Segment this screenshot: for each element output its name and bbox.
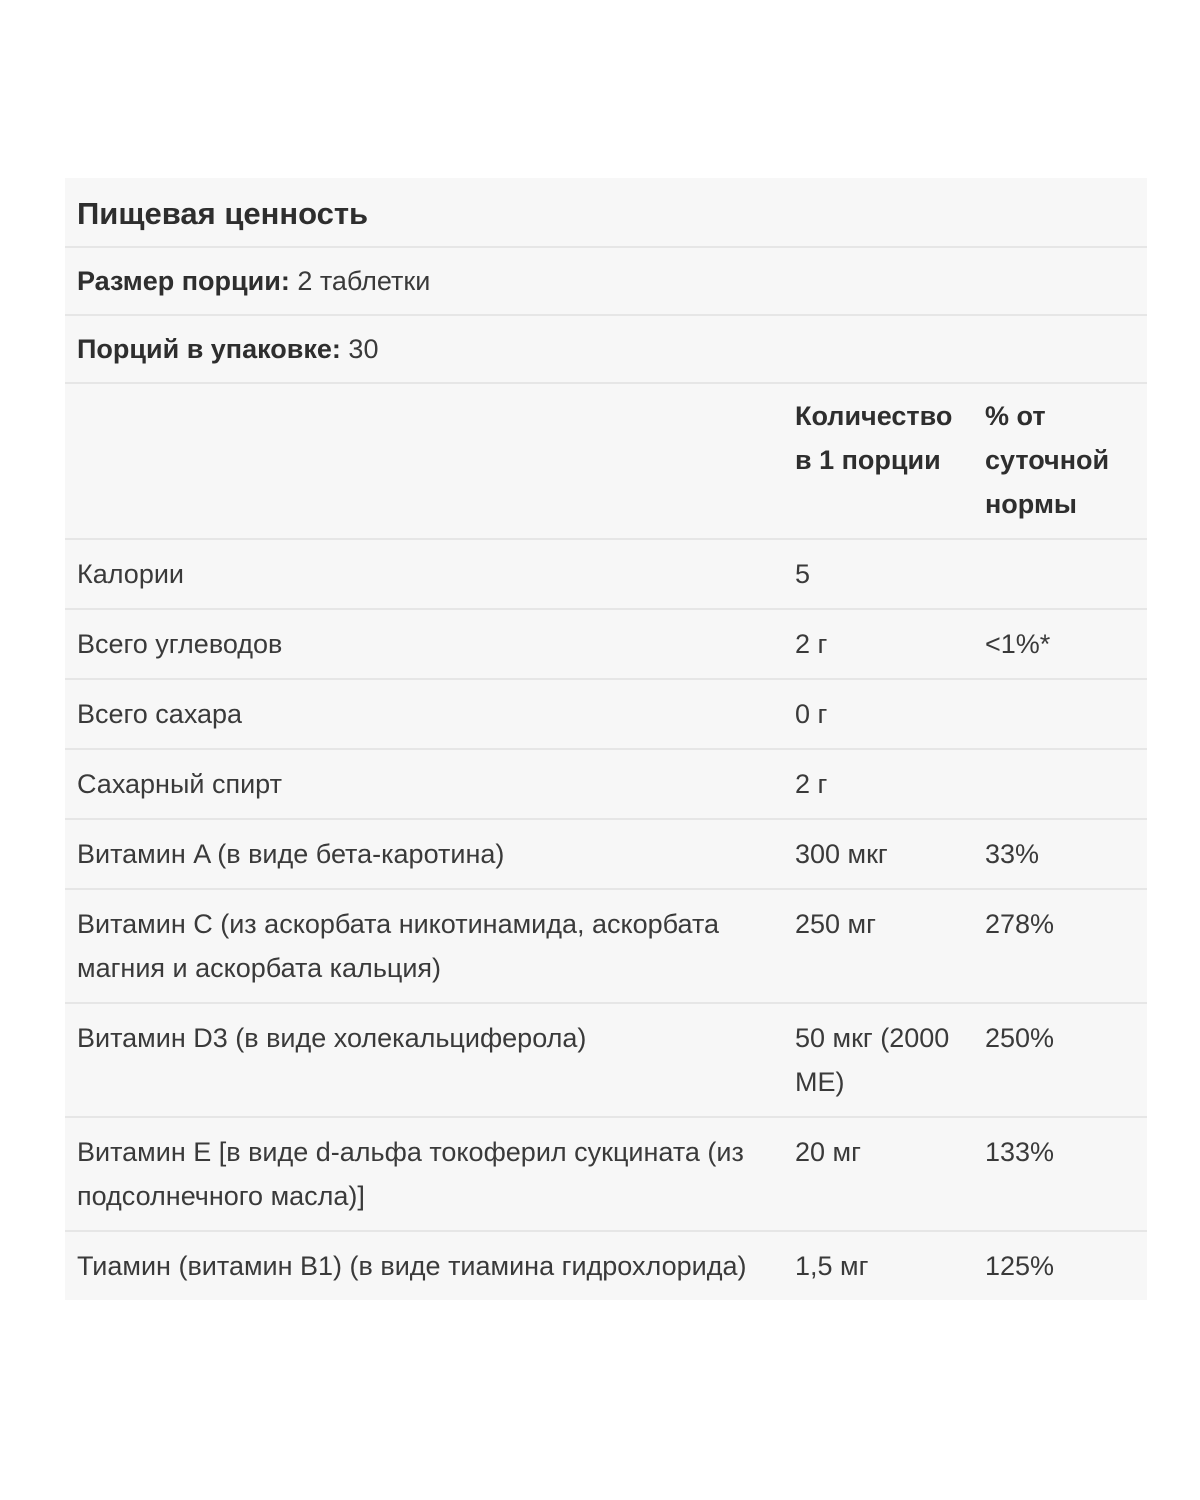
- table-row: [65, 1118, 1147, 1232]
- nutrient-daily-value: 33%: [985, 839, 1040, 869]
- nutrient-amount: 20 мг: [795, 1137, 861, 1167]
- table-row: [65, 1004, 1147, 1118]
- nutrient-daily-value: 278%: [985, 909, 1055, 939]
- table-row: [65, 1232, 1147, 1300]
- nutrient-amount: 1,5 мг: [795, 1251, 869, 1281]
- table-row: [65, 820, 1147, 890]
- nutrient-daily-value: <1%*: [985, 629, 1051, 659]
- nutrient-amount: 5: [795, 559, 811, 589]
- servings-per-container-label: Порций в упаковке:: [77, 334, 341, 364]
- nutrient-amount: 2 г: [795, 769, 828, 799]
- table-row: [65, 890, 1147, 1004]
- nutrient-name: Витамин C (из аскорбата никотинамида, аскорбата магния и аскорбата кальция): [77, 909, 720, 983]
- nutrient-daily-value: 250%: [985, 1023, 1055, 1053]
- table-row: [65, 610, 1147, 680]
- serving-size-label: Размер порции:: [77, 266, 290, 296]
- nutrient-name: Сахарный спирт: [77, 769, 282, 799]
- header-daily-value: % от суточной нормы: [985, 401, 1110, 519]
- nutrient-name: Витамин A (в виде бета-каротина): [77, 839, 505, 869]
- nutrient-name: Тиамин (витамин B1) (в виде тиамина гидрохлорида): [77, 1251, 747, 1281]
- nutrient-name: Всего углеводов: [77, 629, 283, 659]
- nutrient-daily-value: 125%: [985, 1251, 1055, 1281]
- nutrient-daily-value: 133%: [985, 1137, 1055, 1167]
- table-row: [65, 750, 1147, 820]
- nutrient-name: Калории: [77, 559, 184, 589]
- table-row: [65, 540, 1147, 610]
- serving-size-value: 2 таблетки: [297, 266, 431, 296]
- table-header-row: [65, 384, 1147, 540]
- table-row: [65, 680, 1147, 750]
- nutrient-amount: 2 г: [795, 629, 828, 659]
- nutrition-facts-table: [65, 178, 1147, 1300]
- header-amount-per-serving: Количество в 1 порции: [795, 401, 953, 475]
- nutrient-amount: 250 мг: [795, 909, 876, 939]
- nutrient-daily-value: [985, 552, 1147, 596]
- nutrient-name: Витамин E [в виде d-альфа токоферил сукцината (из подсолнечного масла)]: [77, 1137, 744, 1211]
- table-title: Пищевая ценность: [77, 196, 369, 231]
- table-title-row: [65, 178, 1147, 248]
- nutrient-daily-value: [985, 762, 1147, 806]
- serving-size-row: [65, 248, 1147, 316]
- nutrient-daily-value: [985, 692, 1147, 736]
- nutrient-name: Всего сахара: [77, 699, 243, 729]
- nutrient-amount: 300 мкг: [795, 839, 888, 869]
- servings-per-container-row: [65, 316, 1147, 384]
- nutrient-amount: 50 мкг (2000 МЕ): [795, 1023, 950, 1097]
- servings-per-container-value: 30: [348, 334, 379, 364]
- nutrient-amount: 0 г: [795, 699, 828, 729]
- nutrient-name: Витамин D3 (в виде холекальциферола): [77, 1023, 587, 1053]
- header-nutrient: [65, 394, 795, 526]
